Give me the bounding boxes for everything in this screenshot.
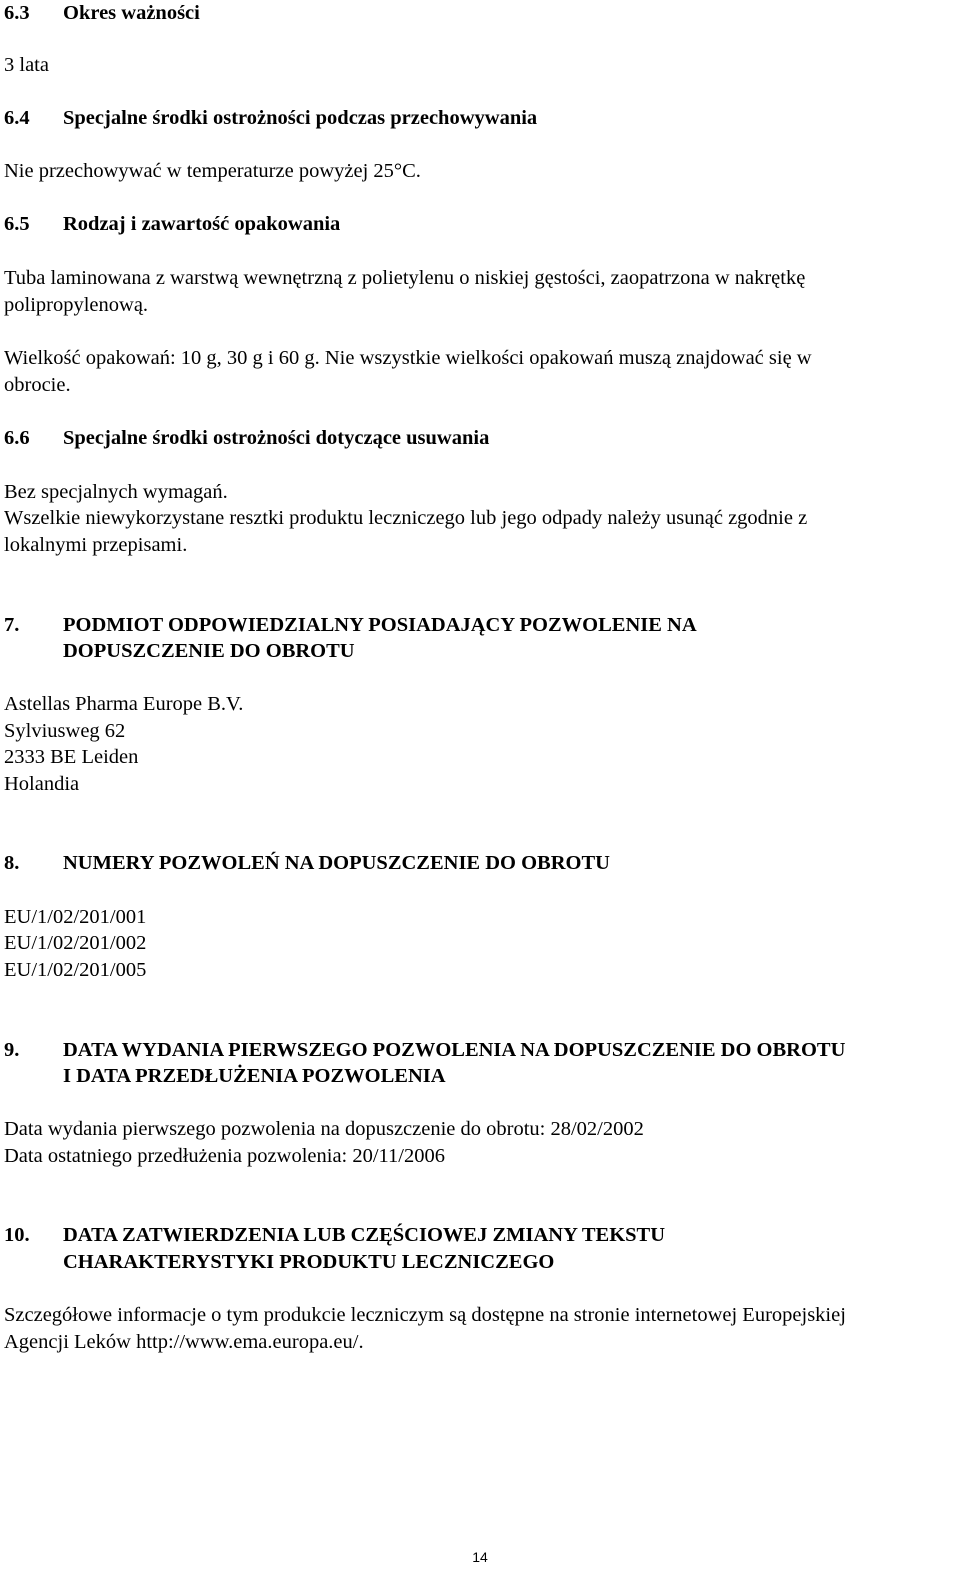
info-line-2: Agencji Leków http://www.ema.europa.eu/.: [4, 1331, 364, 1353]
section-6-3-heading: [4, 0, 200, 27]
section-number: 6.5: [4, 213, 30, 235]
authorisation-number: EU/1/02/201/001: [4, 906, 147, 928]
section-10-number: 10.: [4, 1224, 30, 1246]
section-number: 6.6: [4, 427, 30, 449]
shelf-life-text: 3 lata: [4, 54, 49, 76]
section-title: Specjalne środki ostrożności dotyczące usuwania: [63, 427, 490, 449]
section-8-number: 8.: [4, 852, 20, 874]
section-6-5-heading: [4, 211, 340, 238]
storage-text: Nie przechowywać w temperaturze powyżej 25°C.: [4, 160, 421, 182]
section-number: 6.3: [4, 2, 30, 24]
holder-street: Sylviusweg 62: [4, 720, 126, 742]
section-number: 6.4: [4, 107, 30, 129]
packaging-line-1: Tuba laminowana z warstwą wewnętrzną z polietylenu o niskiej gęstości, zaopatrzona w nakrętkę: [4, 267, 806, 289]
disposal-line-3: lokalnymi przepisami.: [4, 534, 188, 556]
disposal-line-1: Bez specjalnych wymagań.: [4, 481, 228, 503]
authorisation-number: EU/1/02/201/002: [4, 932, 147, 954]
section-9-number: 9.: [4, 1039, 20, 1061]
holder-country: Holandia: [4, 773, 80, 795]
section-9-title-line-1: DATA WYDANIA PIERWSZEGO POZWOLENIA NA DOPUSZCZENIE DO OBROTU: [63, 1039, 846, 1061]
section-title: Rodzaj i zawartość opakowania: [63, 213, 341, 235]
packaging-line-2: polipropylenową.: [4, 294, 149, 316]
holder-city: 2333 BE Leiden: [4, 746, 139, 768]
section-6-6-heading: [4, 425, 489, 452]
pack-sizes-line-1: Wielkość opakowań: 10 g, 30 g i 60 g. Nie wszystkie wielkości opakowań muszą znajdować się w: [4, 347, 812, 369]
section-10-title-line-2: CHARAKTERYSTYKI PRODUKTU LECZNICZEGO: [63, 1251, 555, 1273]
pack-sizes-line-2: obrocie.: [4, 374, 71, 396]
section-title: Okres ważności: [63, 2, 200, 24]
page-number: 14: [472, 1549, 488, 1565]
section-7-title-line-1: PODMIOT ODPOWIEDZIALNY POSIADAJĄCY POZWOLENIE NA: [63, 614, 697, 636]
disposal-line-2: Wszelkie niewykorzystane resztki produktu leczniczego lub jego odpady należy usunąć zgodnie z: [4, 507, 808, 529]
holder-name: Astellas Pharma Europe B.V.: [4, 693, 244, 715]
section-7-title-line-2: DOPUSZCZENIE DO OBROTU: [63, 640, 355, 662]
authorisation-number: EU/1/02/201/005: [4, 959, 147, 981]
info-line-1: Szczegółowe informacje o tym produkcie leczniczym są dostępne na stronie internetowej Europejskiej: [4, 1304, 846, 1326]
section-9-title-line-2: I DATA PRZEDŁUŻENIA POZWOLENIA: [63, 1065, 446, 1087]
section-8-title: NUMERY POZWOLEŃ NA DOPUSZCZENIE DO OBROTU: [63, 852, 610, 874]
section-10-title-line-1: DATA ZATWIERDZENIA LUB CZĘŚCIOWEJ ZMIANY TEKSTU: [63, 1224, 666, 1246]
section-6-4-heading: [4, 105, 537, 132]
section-7-number: 7.: [4, 614, 20, 636]
section-title: Specjalne środki ostrożności podczas przechowywania: [63, 107, 538, 129]
renewal-date: Data ostatniego przedłużenia pozwolenia: 20/11/2006: [4, 1145, 445, 1167]
first-authorisation-date: Data wydania pierwszego pozwolenia na dopuszczenie do obrotu: 28/02/2002: [4, 1118, 644, 1140]
